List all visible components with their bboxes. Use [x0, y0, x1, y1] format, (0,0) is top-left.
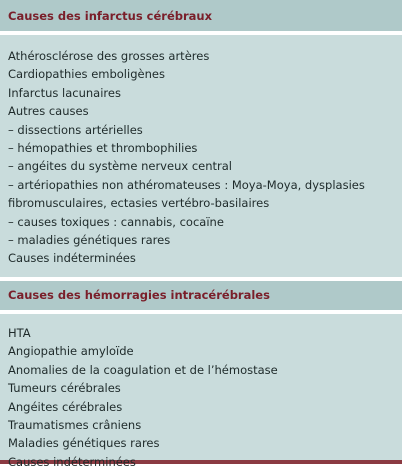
section-header-infarctus [0, 0, 402, 31]
list-item: – angéites du système nerveux central [8, 159, 232, 174]
list-item: Cardiopathies emboligènes [8, 67, 165, 82]
list-item: Causes indéterminées [8, 454, 136, 469]
list-item: – causes toxiques : cannabis, cocaïne [8, 214, 224, 229]
hemorragies-causes-list [0, 314, 402, 471]
list-item: – hémopathies et thrombophilies [8, 141, 198, 156]
list-item: – artériopathies non athéromateuses : Moya-Moya, dysplasies fibromusculaires, ectasies vertébro-basilaires [8, 177, 365, 211]
section-title: Causes des hémorragies intracérébrales [8, 288, 270, 303]
section-header-hemorragies [0, 281, 402, 310]
list-item: Autres causes [8, 104, 89, 119]
list-item: Traumatismes crâniens [8, 417, 142, 432]
list-item: Infarctus lacunaires [8, 85, 121, 100]
list-item: Causes indéterminées [8, 251, 136, 266]
list-item: Angéites cérébrales [8, 399, 123, 414]
infarctus-causes-list [0, 35, 402, 277]
section-title: Causes des infarctus cérébraux [8, 8, 213, 23]
list-item: Angiopathie amyloïde [8, 344, 134, 359]
list-item: Tumeurs cérébrales [8, 381, 121, 396]
list-item: Maladies génétiques rares [8, 436, 160, 451]
list-item: Anomalies de la coagulation et de l’hémostase [8, 362, 278, 377]
list-item: HTA [8, 325, 31, 340]
list-item: Athérosclérose des grosses artères [8, 49, 210, 63]
list-item: – maladies génétiques rares [8, 233, 171, 248]
list-item: – dissections artérielles [8, 122, 143, 137]
